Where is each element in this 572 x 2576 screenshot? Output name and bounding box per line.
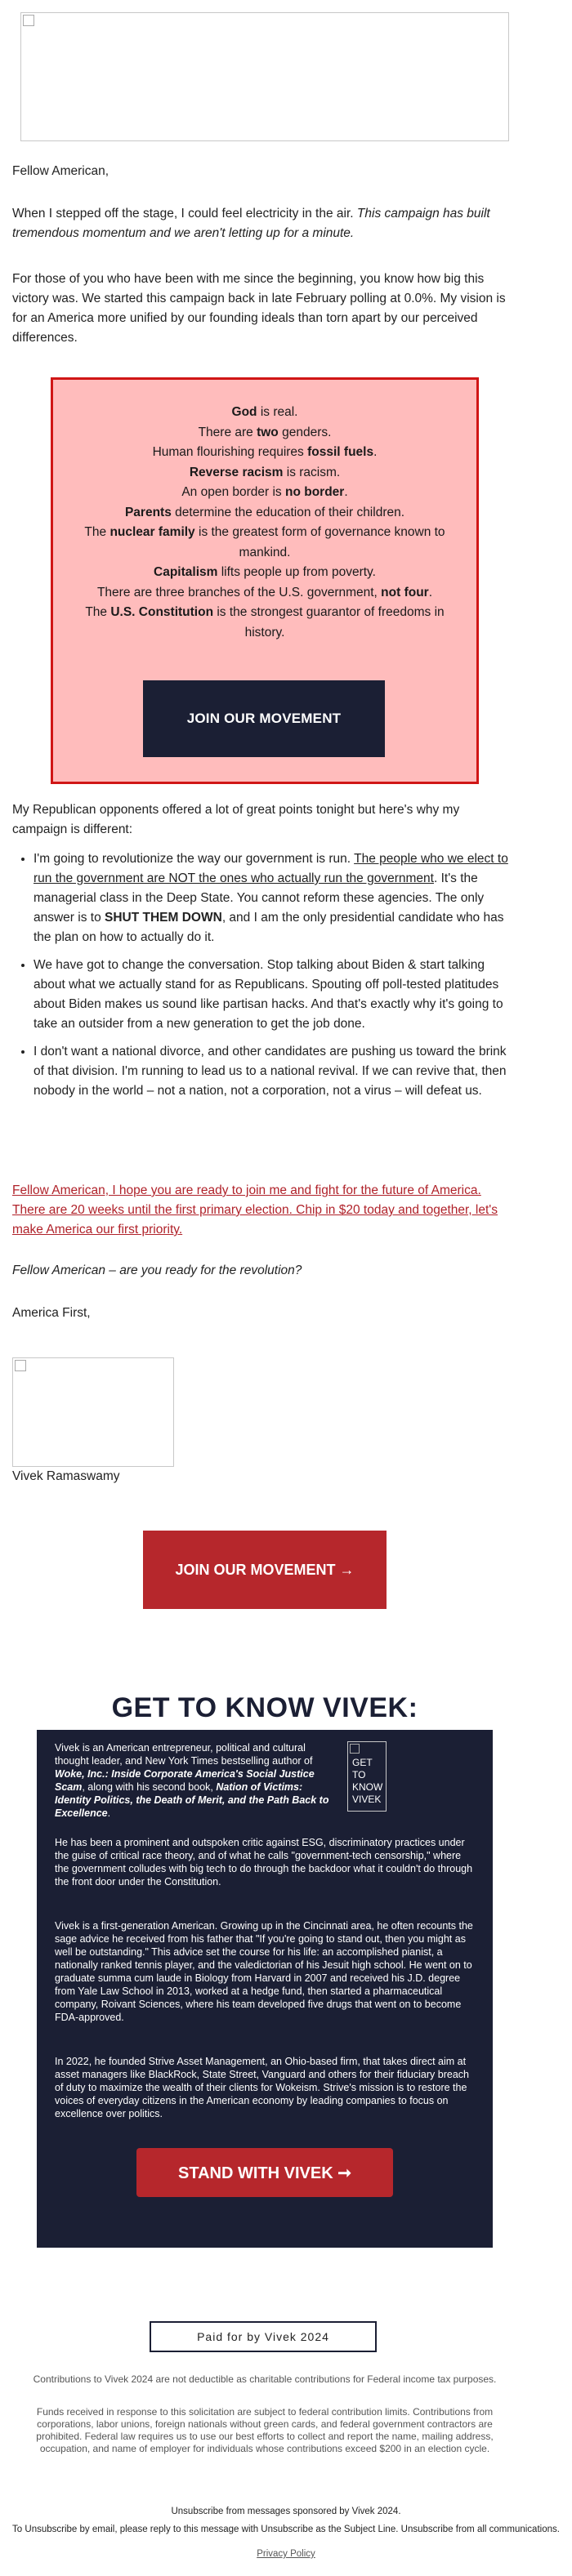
revolution-question: Fellow American – are you ready for the revolution?	[12, 1263, 302, 1277]
closing: America First,	[12, 1306, 91, 1320]
unsubscribe-email-text: To Unsubscribe by email, please reply to this message with Unsubscribe as the Subject Line.	[12, 2525, 399, 2534]
truth-line: An open border is no border.	[181, 485, 348, 499]
stand-with-vivek-button[interactable]: STAND WITH VIVEK ➞	[136, 2148, 393, 2197]
signature-image	[12, 1357, 174, 1467]
tax-disclaimer: Contributions to Vivek 2024 are not deductible as charitable contributions for Federal income tax purposes.	[33, 2373, 497, 2385]
truth-line: There are two genders.	[198, 425, 332, 439]
truth-line: Parents determine the education of their children.	[124, 505, 405, 519]
paid-for-box: Paid for by Vivek 2024	[150, 2321, 377, 2352]
truth-line: God is real.	[231, 405, 298, 419]
privacy-row	[0, 2548, 572, 2560]
truth-line: The U.S. Constitution is the strongest guarantor of freedoms in history.	[85, 605, 445, 640]
letter-paragraph-2: For those of you who have been with me since the beginning, you know how big this victory was. We started this campaign back in late February polling at 0.0%. My vision is for an America more unified by our founding ideals than torn apart by our perceived differences.	[12, 272, 506, 345]
unsubscribe-sponsor-link[interactable]: Unsubscribe from messages sponsored by Vivek 2024.	[171, 2507, 401, 2516]
bio-paragraph-1: Vivek is an American entrepreneur, political and cultural thought leader, and New York Times bestselling author of Woke, Inc.: Inside Corporate America's Social Justice Scam, along with his second book, Nation of Victims: Identity Politics, the Death of Merit, and the Path Back to Excellence.	[55, 1742, 329, 1819]
broken-image-icon	[350, 1744, 360, 1754]
join-movement-button-2[interactable]: JOIN OUR MOVEMENT →	[143, 1531, 387, 1609]
bio-panel	[37, 1730, 493, 2248]
vivek-portrait-image: GET TO KNOW VIVEK	[347, 1741, 387, 1812]
unsubscribe-line	[0, 2524, 572, 2535]
get-to-know-heading: GET TO KNOW VIVEK:	[111, 1692, 418, 1723]
signature-name: Vivek Ramaswamy	[12, 1469, 120, 1483]
core-truths-box	[51, 377, 479, 784]
list-item: • We have got to change the conversation. Stop talking about Biden & start talking about what we actually stand for as Republicans. Spouting off poll-tested platitudes about Biden makes us sound like partisan hacks. And that's exactly why it's going to take an outsider from a new generation to get the job done.	[34, 956, 517, 1034]
truth-line: Capitalism lifts people up from poverty.	[154, 565, 376, 579]
list-item: • I don't want a national divorce, and other candidates are pushing us toward the brink of that division. I'm running to lead us to a national revival. If we can revive that, then nobody in the world – not a nation, not a corporation, not a virus – will defeat us.	[34, 1042, 517, 1101]
privacy-policy-link[interactable]: Privacy Policy	[257, 2549, 315, 2559]
letter-paragraph-1: When I stepped off the stage, I could feel electricity in the air. This campaign has built tremendous momentum and we aren't letting up for a minute.	[12, 207, 490, 240]
campaign-points	[12, 849, 517, 1109]
truth-line: Human flourishing requires fossil fuels.	[152, 445, 378, 459]
header-image[interactable]	[20, 12, 509, 141]
core-truths-list	[53, 403, 476, 643]
donate-link[interactable]: Fellow American, I hope you are ready to join me and fight for the future of America. There are 20 weeks until the first primary election. Chip in $20 today and together, let's make America our first priority.	[12, 1183, 498, 1237]
campaign-intro: My Republican opponents offered a lot of great points tonight but here's why my campaign is different:	[12, 803, 460, 836]
unsubscribe-all-link[interactable]: Unsubscribe from all communications.	[400, 2525, 560, 2534]
donate-link-paragraph	[12, 1181, 517, 1240]
list-item: • I'm going to revolutionize the way our government is run. The people who we elect to run the government are NOT the ones who actually run the government. It's the managerial class in the Deep State. You cannot reform these agencies. The only answer is to SHUT THEM DOWN, and I am the only presidential candidate who has the plan on how to actually do it.	[34, 849, 517, 947]
truth-line: Reverse racism is racism.	[189, 465, 341, 479]
bio-paragraph-2: He has been a prominent and outspoken critic against ESG, discriminatory practices under the guise of critical race theory, and of what he calls "government-tech censorship," where the government colludes with big tech to do through the backdoor what it couldn't do through the front door under the Constitution.	[55, 1837, 473, 1887]
truth-line: There are three branches of the U.S. government, not four.	[96, 585, 433, 599]
contribution-disclaimer: Funds received in response to this solicitation are subject to federal contribution limits. Contributions from corporations, labor unions, foreign nationals without green cards, and federal government contractors are prohibited. Federal law requires us to use our best efforts to collect and report the name, mailing address, occupation, and name of employer for individuals whose contributions exceed $200 in an election cycle.	[36, 2406, 494, 2454]
broken-image-icon	[15, 1360, 26, 1371]
bio-paragraph-4: In 2022, he founded Strive Asset Management, an Ohio-based firm, that takes direct aim at asset managers like BlackRock, State Street, Vanguard and others for their fiduciary breach of duty to maximize the wealth of their clients for Wokeism. Strive's mission is to restore the voices of everyday citizens in the American economy by leading companies to focus on excellence over politics.	[55, 2056, 469, 2119]
broken-image-icon	[23, 15, 34, 26]
truth-line: The nuclear family is the greatest form of governance known to mankind.	[84, 525, 445, 559]
salutation: Fellow American,	[12, 164, 109, 178]
bio-paragraph-3: Vivek is a first-generation American. Growing up in the Cincinnati area, he often recounts the sage advice he received from his father that "If you're going to stand out, then you might as well be outstanding." This advice set the course for his life: an accomplished pianist, a nationally ranked tennis player, and the valedictorian of his Jesuit high school. He went on to graduate summa cum laude in Biology from Harvard in 2007 and received his J.D. degree from Yale Law School in 2013, worked at a hedge fund, then started a pharmaceutical company, Roivant Sciences, where his team developed five drugs that went on to become FDA-approved.	[55, 1920, 473, 2023]
join-movement-button[interactable]: JOIN OUR MOVEMENT	[143, 680, 385, 757]
